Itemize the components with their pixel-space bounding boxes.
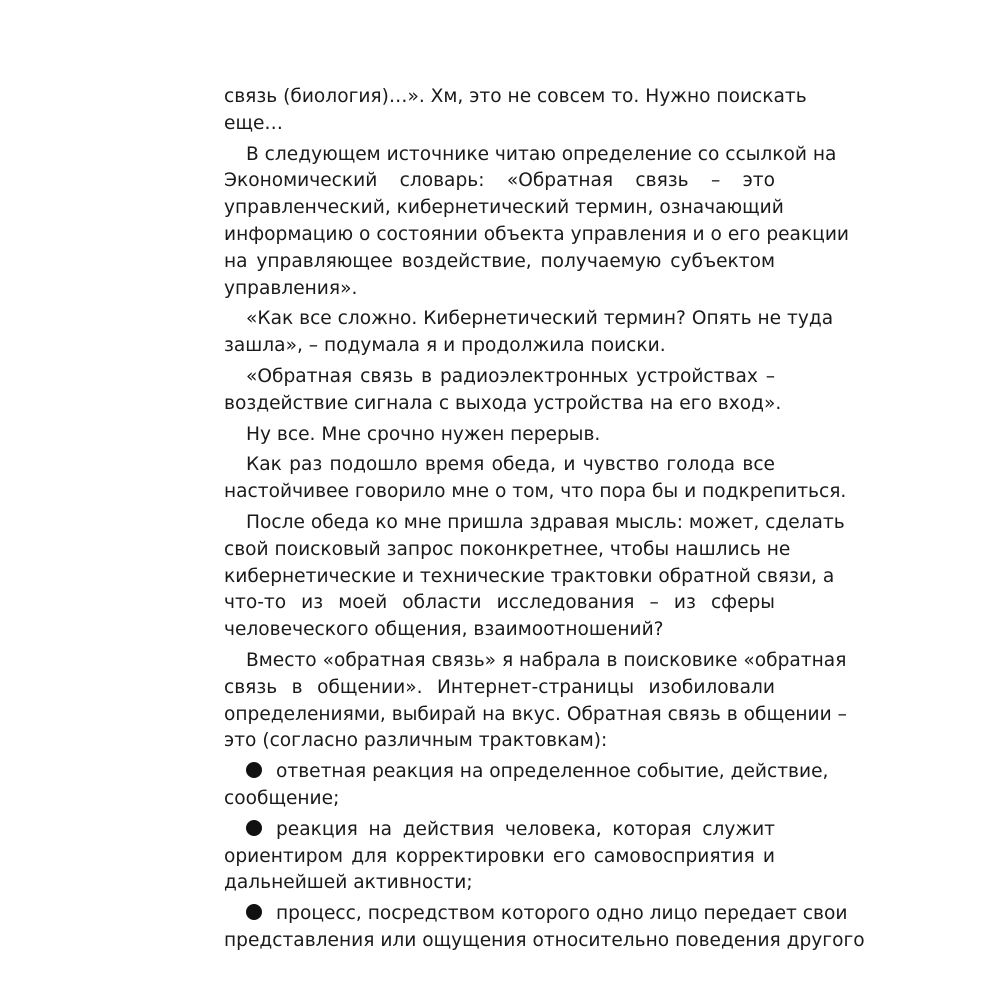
bullet-icon xyxy=(246,762,262,778)
bullet-item-3 xyxy=(224,901,865,955)
text-line xyxy=(224,759,829,786)
text-line: В следующем источнике читаю определение со ссылкой на xyxy=(246,143,837,165)
text-line: человеческого общения, взаимоотношений? xyxy=(224,619,664,641)
text-line: представления или ощущения относительно поведения другого xyxy=(224,929,865,951)
text-line: информацию о состоянии объекта управления и о его реакции xyxy=(224,223,850,245)
text-line: Экономический словарь: «Обратная связь – это xyxy=(224,170,775,192)
text-line: воздействие сигнала с выхода устройства на его вход». xyxy=(224,392,782,414)
text-line: После обеда ко мне пришла здравая мысль: может, сделать xyxy=(246,511,845,533)
book-page xyxy=(224,84,865,959)
paragraph-5 xyxy=(224,422,775,449)
text-line: определениями, выбирай на вкус. Обратная связь в общении – xyxy=(224,703,847,725)
bullet-text: ответная реакция на определенное событие, действие, xyxy=(276,761,829,783)
text-line: Как раз подошло время обеда, и чувство голода все xyxy=(246,454,775,476)
text-line: управления». xyxy=(224,277,358,299)
text-line: кибернетические и технические трактовки обратной связи, а xyxy=(224,565,835,587)
paragraph-1 xyxy=(224,84,807,138)
text-line: свой поисковый запрос поконкретнее, чтобы нашлись не xyxy=(224,538,791,560)
bullet-item-1 xyxy=(224,759,829,813)
text-line: связь в общении». Интернет-страницы изобиловали xyxy=(224,676,775,698)
text-line: еще… xyxy=(224,112,283,134)
paragraph-8 xyxy=(224,648,847,755)
bullet-text: реакция на действия человека, которая служит xyxy=(276,818,775,840)
text-line: это (согласно различным трактовкам): xyxy=(224,730,608,752)
text-line: «Обратная связь в радиоэлектронных устройствах – xyxy=(246,365,775,387)
text-line: ориентиром для корректировки его самовосприятия и xyxy=(224,845,775,867)
paragraph-3 xyxy=(224,306,834,360)
paragraph-2 xyxy=(224,142,850,303)
text-line: «Как все сложно. Кибернетический термин? Опять не туда xyxy=(246,308,834,330)
bullet-icon xyxy=(246,820,262,836)
bullet-text: процесс, посредством которого одно лицо передает свои xyxy=(276,903,848,925)
text-line: Вместо «обратная связь» я набрала в поисковике «обратная xyxy=(246,649,847,671)
text-line: управленческий, кибернетический термин, означающий xyxy=(224,197,784,219)
text-line: дальнейшей активности; xyxy=(224,872,473,894)
text-line: зашла», – подумала я и продолжила поиски. xyxy=(224,335,666,357)
bullet-item-2 xyxy=(224,817,775,897)
text-line: Ну все. Мне срочно нужен перерыв. xyxy=(246,423,601,445)
text-line: связь (биология)…». Хм, это не совсем то. Нужно поискать xyxy=(224,86,807,107)
text-line: что-то из моей области исследования – из сферы xyxy=(224,592,775,614)
paragraph-6 xyxy=(224,452,847,506)
text-line: на управляющее воздействие, получаемую субъектом xyxy=(224,250,775,272)
text-line: настойчивее говорило мне о том, что пора бы и подкрепиться. xyxy=(224,481,847,503)
text-line xyxy=(224,901,848,928)
paragraph-7 xyxy=(224,510,845,644)
text-line: сообщение; xyxy=(224,787,340,809)
text-line xyxy=(224,817,775,844)
paragraph-4 xyxy=(224,364,782,418)
bullet-icon xyxy=(246,904,262,920)
